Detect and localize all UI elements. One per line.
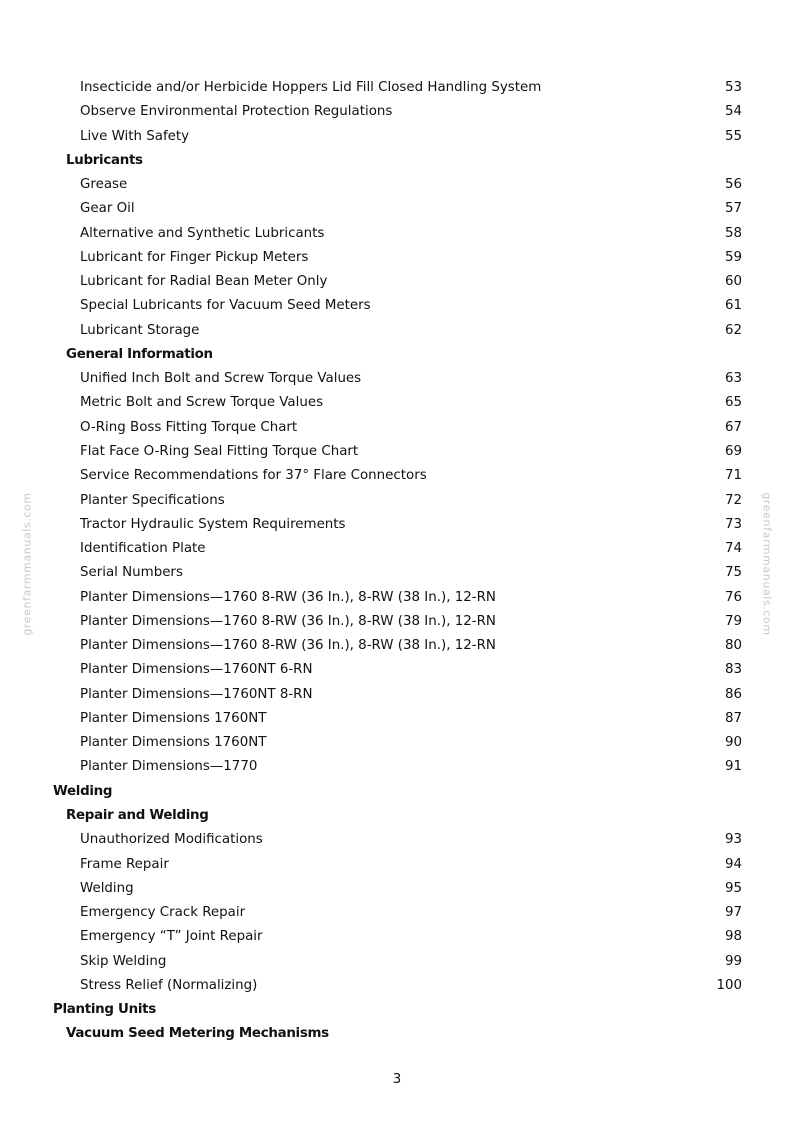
- toc-entry[interactable]: [0, 100, 794, 124]
- toc-entry-title: Emergency Crack Repair: [80, 905, 246, 921]
- toc-entry-title: Tractor Hydraulic System Requirements: [80, 516, 346, 532]
- watermark-right: greenfarmmanuals.com: [760, 492, 774, 636]
- toc-entry[interactable]: [0, 319, 794, 343]
- toc-entry-title: Serial Numbers: [80, 565, 183, 581]
- toc-entry-title: Welding: [80, 880, 134, 896]
- toc-entry-title: Frame Repair: [80, 856, 169, 872]
- toc-entry-title: Welding: [53, 783, 113, 799]
- toc-entry-title: Planter Dimensions—1760 8-RW (36 In.), 8-RW (38 In.), 12-RN: [80, 613, 496, 629]
- toc-entry-title: Unauthorized Modifications: [80, 832, 263, 848]
- page-number: 3: [392, 1072, 402, 1087]
- toc-entry-title: Insecticide and/or Herbicide Hoppers Lid Fill Closed Handling System: [80, 80, 542, 95]
- toc-entry[interactable]: [0, 197, 794, 221]
- toc-entry-page-number: 97: [724, 905, 742, 921]
- toc-entry-title: O-Ring Boss Fitting Torque Chart: [80, 419, 298, 435]
- toc-entry-page-number: 86: [724, 686, 742, 702]
- toc-section-heading[interactable]: [0, 998, 794, 1022]
- toc-entry-title: Lubricants: [66, 152, 143, 168]
- toc-entry[interactable]: [0, 828, 794, 852]
- toc-entry-title: Lubricant Storage: [80, 322, 200, 338]
- toc-entry[interactable]: [0, 125, 794, 149]
- toc-entry[interactable]: [0, 683, 794, 707]
- toc-entry-page-number: 60: [724, 274, 742, 290]
- toc-entry[interactable]: [0, 610, 794, 634]
- toc-entry-page-number: 69: [724, 443, 742, 459]
- toc-entry-title: General Information: [66, 346, 213, 362]
- toc-entry-page-number: 99: [724, 953, 742, 969]
- toc-entry[interactable]: [0, 222, 794, 246]
- toc-section-heading[interactable]: [0, 149, 794, 173]
- toc-entry-page-number: 90: [724, 735, 742, 751]
- toc-entry-page-number: 72: [724, 492, 742, 508]
- toc-section-heading[interactable]: [0, 804, 794, 828]
- toc-entry-title: Emergency “T” Joint Repair: [80, 929, 263, 945]
- toc-entry-page-number: 95: [724, 880, 742, 896]
- toc-entry-page-number: 73: [724, 516, 742, 532]
- toc-entry-page-number: 91: [724, 759, 742, 775]
- toc-entry-title: Alternative and Synthetic Lubricants: [80, 225, 325, 241]
- toc-entry-title: Planter Dimensions 1760NT: [80, 710, 267, 726]
- toc-entry[interactable]: [0, 246, 794, 270]
- toc-entry[interactable]: [0, 294, 794, 318]
- toc-entry-page-number: 75: [724, 565, 742, 581]
- toc-entry-page-number: 56: [724, 177, 742, 193]
- toc-entry-title: Planting Units: [53, 1002, 156, 1018]
- toc-entry-title: Planter Dimensions—1760NT 8-RN: [80, 686, 313, 702]
- toc-entry[interactable]: [0, 974, 794, 998]
- toc-entry[interactable]: [0, 561, 794, 585]
- toc-entry[interactable]: [0, 391, 794, 415]
- toc-entry-page-number: 63: [724, 371, 742, 387]
- toc-entry-title: Special Lubricants for Vacuum Seed Meters: [80, 298, 371, 314]
- toc-entry-page-number: 80: [724, 638, 742, 654]
- toc-entry-title: Gear Oil: [80, 201, 135, 217]
- toc-entry-page-number: 93: [724, 832, 742, 848]
- toc-section-heading[interactable]: [0, 343, 794, 367]
- toc-entry-title: Planter Dimensions—1760NT 6-RN: [80, 662, 313, 678]
- toc-entry[interactable]: [0, 416, 794, 440]
- toc-entry-title: Repair and Welding: [66, 807, 209, 823]
- toc-entry-page-number: 53: [724, 80, 742, 95]
- toc-entry-page-number: 67: [724, 419, 742, 435]
- toc-entry-page-number: 55: [724, 128, 742, 144]
- toc-entry[interactable]: [0, 367, 794, 391]
- toc-entry-title: Flat Face O-Ring Seal Fitting Torque Chart: [80, 443, 359, 459]
- toc-entry[interactable]: [0, 76, 794, 100]
- toc-entry[interactable]: [0, 586, 794, 610]
- toc-entry-page-number: 87: [724, 710, 742, 726]
- toc-entry-page-number: 61: [724, 298, 742, 314]
- toc-entry-page-number: 79: [724, 613, 742, 629]
- toc-entry-page-number: 62: [724, 322, 742, 338]
- toc-entry-title: Observe Environmental Protection Regulations: [80, 104, 393, 120]
- toc-entry-page-number: 58: [724, 225, 742, 241]
- toc-section-heading[interactable]: [0, 1022, 794, 1046]
- toc-entry[interactable]: [0, 658, 794, 682]
- toc-entry-title: Live With Safety: [80, 128, 190, 144]
- toc-entry-title: Planter Dimensions 1760NT: [80, 735, 267, 751]
- toc-entry-title: Grease: [80, 177, 128, 193]
- toc-entry[interactable]: [0, 950, 794, 974]
- toc-entry-page-number: 76: [724, 589, 742, 605]
- toc-entry-title: Planter Specifications: [80, 492, 225, 508]
- toc-entry-title: Vacuum Seed Metering Mechanisms: [66, 1026, 329, 1042]
- toc-section-heading[interactable]: [0, 780, 794, 804]
- toc-entry-title: Planter Dimensions—1770: [80, 759, 258, 775]
- toc-entry-page-number: 54: [724, 104, 742, 120]
- toc-entry-title: Stress Relief (Normalizing): [80, 977, 258, 993]
- toc-entry-page-number: 59: [724, 249, 742, 265]
- toc-entry[interactable]: [0, 853, 794, 877]
- toc-entry-title: Unified Inch Bolt and Screw Torque Values: [80, 371, 362, 387]
- toc-entry-title: Lubricant for Radial Bean Meter Only: [80, 274, 328, 290]
- toc-entry-page-number: 71: [724, 468, 742, 484]
- toc-entry[interactable]: [0, 901, 794, 925]
- toc-entry[interactable]: [0, 513, 794, 537]
- toc-entry-title: Planter Dimensions—1760 8-RW (36 In.), 8-RW (38 In.), 12-RN: [80, 638, 496, 654]
- toc-entry-title: Lubricant for Finger Pickup Meters: [80, 249, 309, 265]
- toc-entry-page-number: 100: [716, 977, 742, 993]
- toc-entry[interactable]: [0, 877, 794, 901]
- toc-entry[interactable]: [0, 731, 794, 755]
- toc-entry-page-number: 98: [724, 929, 742, 945]
- toc-entry-page-number: 94: [724, 856, 742, 872]
- toc-entry-page-number: 74: [724, 541, 742, 557]
- toc-entry[interactable]: [0, 270, 794, 294]
- toc-entry-title: Planter Dimensions—1760 8-RW (36 In.), 8-RW (38 In.), 12-RN: [80, 589, 496, 605]
- toc-entry[interactable]: [0, 755, 794, 779]
- toc-entry[interactable]: [0, 464, 794, 488]
- watermark-left: greenfarmmanuals.com: [20, 492, 34, 636]
- toc-entry-title: Service Recommendations for 37° Flare Connectors: [80, 468, 427, 484]
- table-of-contents: [0, 76, 794, 1047]
- toc-entry[interactable]: [0, 925, 794, 949]
- toc-entry[interactable]: [0, 440, 794, 464]
- toc-entry-page-number: 57: [724, 201, 742, 217]
- toc-entry-title: Identification Plate: [80, 541, 206, 557]
- toc-entry-page-number: 65: [724, 395, 742, 411]
- toc-entry[interactable]: [0, 537, 794, 561]
- toc-entry-title: Skip Welding: [80, 953, 167, 969]
- toc-entry[interactable]: [0, 173, 794, 197]
- toc-entry-page-number: 83: [724, 662, 742, 678]
- toc-entry[interactable]: [0, 489, 794, 513]
- toc-entry[interactable]: [0, 707, 794, 731]
- toc-entry-title: Metric Bolt and Screw Torque Values: [80, 395, 324, 411]
- toc-entry[interactable]: [0, 634, 794, 658]
